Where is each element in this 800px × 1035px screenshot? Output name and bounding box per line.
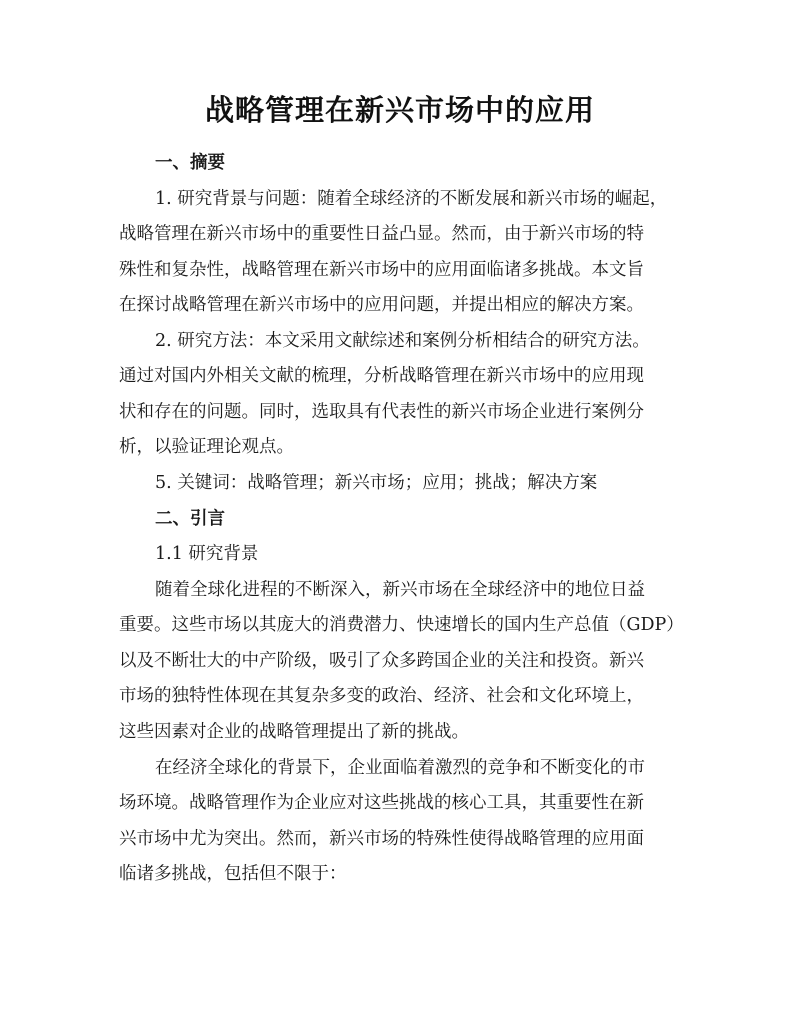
paragraph-line: 在经济全球化的背景下，企业面临着激烈的竞争和不断变化的市 [155, 758, 645, 778]
paragraph-line: 以及不断壮大的中产阶级，吸引了众多跨国企业的关注和投资。新兴 [119, 651, 644, 671]
paragraph-line: 这些因素对企业的战略管理提出了新的挑战。 [119, 722, 469, 742]
paragraph-line: 重要。这些市场以其庞大的消费潜力、快速增长的国内生产总值（GDP） [119, 615, 684, 635]
paragraph-line: 在探讨战略管理在新兴市场中的应用问题，并提出相应的解决方案。 [119, 295, 644, 315]
document-title: 战略管理在新兴市场中的应用 [204, 93, 595, 127]
paragraph-line: 2. 研究方法：本文采用文献综述和案例分析相结合的研究方法。 [155, 331, 650, 351]
section-heading-introduction: 二、引言 [155, 509, 225, 529]
subsection-heading-background: 1.1 研究背景 [155, 544, 259, 564]
section-heading-abstract: 一、摘要 [155, 153, 225, 173]
paragraph-line: 市场的独特性体现在其复杂多变的政治、经济、社会和文化环境上， [119, 686, 644, 706]
paragraph-line: 殊性和复杂性，战略管理在新兴市场中的应用面临诸多挑战。本文旨 [119, 260, 644, 280]
paragraph-line: 临诸多挑战，包括但不限于： [119, 864, 347, 884]
paragraph-line: 场环境。战略管理作为企业应对这些挑战的核心工具，其重要性在新 [119, 793, 644, 813]
paragraph-line: 兴市场中尤为突出。然而，新兴市场的特殊性使得战略管理的应用面 [119, 829, 644, 849]
paragraph-line: 随着全球化进程的不断深入，新兴市场在全球经济中的地位日益 [155, 580, 645, 600]
paragraph-line: 通过对国内外相关文献的梳理，分析战略管理在新兴市场中的应用现 [119, 366, 644, 386]
paragraph-line: 战略管理在新兴市场中的重要性日益凸显。然而，由于新兴市场的特 [119, 224, 644, 244]
paragraph-line: 析，以验证理论观点。 [119, 437, 294, 457]
paragraph-line: 状和存在的问题。同时，选取具有代表性的新兴市场企业进行案例分 [119, 402, 644, 422]
keywords-line: 5. 关键词：战略管理；新兴市场；应用；挑战；解决方案 [155, 473, 598, 493]
paragraph-line: 1. 研究背景与问题：随着全球经济的不断发展和新兴市场的崛起， [155, 189, 668, 209]
